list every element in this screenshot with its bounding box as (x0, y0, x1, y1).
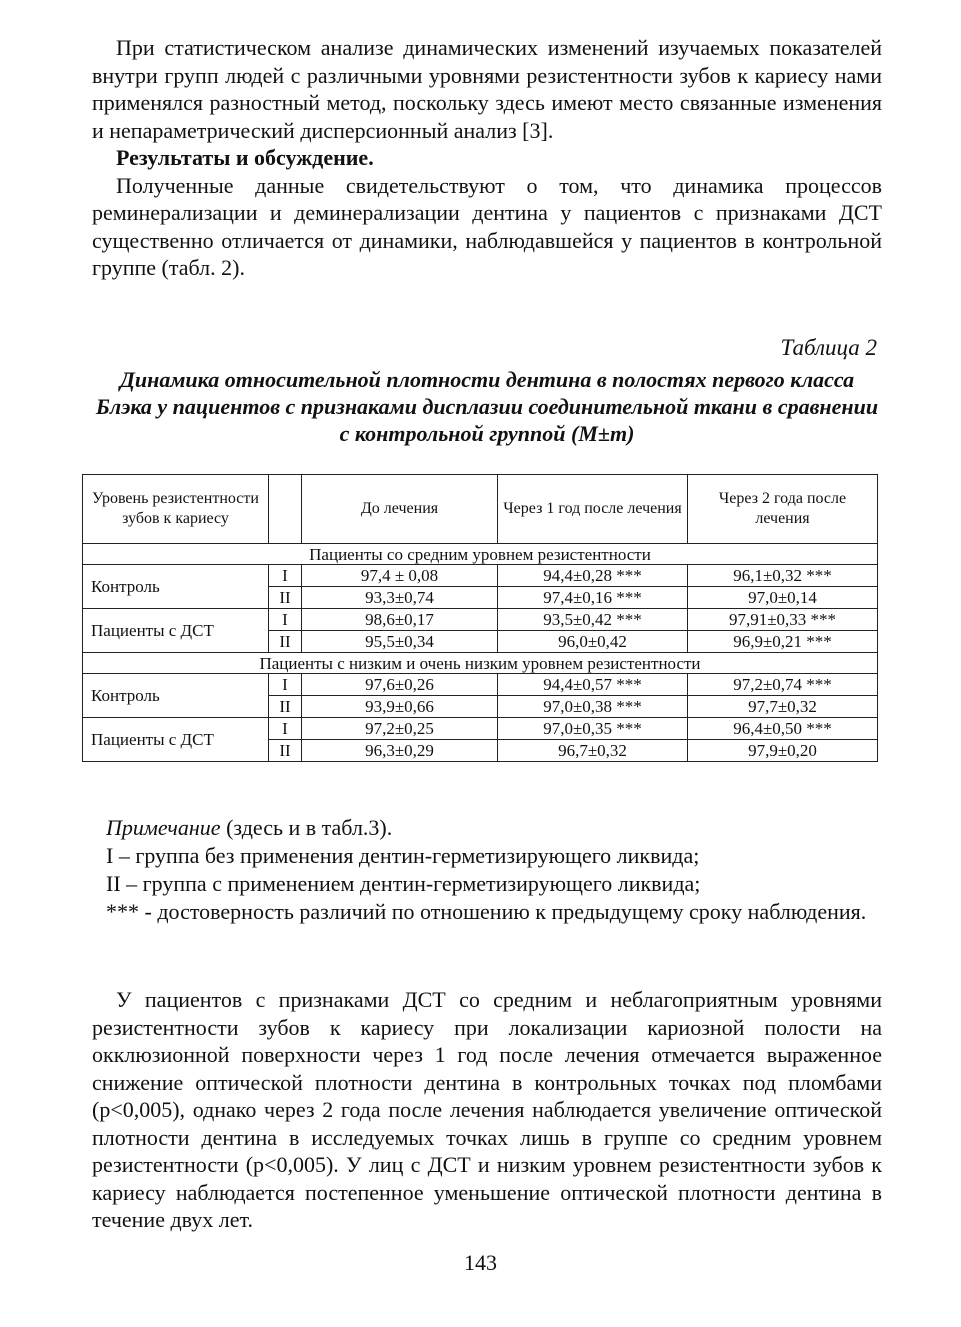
table-title: Динамика относительной плотности дентина в полостях первого класса Блэка у пациентов с признаками дисплазии соединительной ткани в сравнении с контрольной группой (М±m) (95, 367, 879, 446)
table-row (83, 609, 878, 631)
table-row (83, 674, 878, 696)
sub-group-cell: II (269, 696, 302, 718)
intro-section (92, 34, 882, 282)
sub-group-cell: II (269, 740, 302, 762)
header-year1: Через 1 год после лечения (498, 475, 688, 544)
year1-cell: 97,4±0,16 *** (498, 587, 688, 609)
note-item: I – группа без применения дентин-герметизирующего ликвида; (106, 843, 700, 868)
results-heading: Результаты и обсуждение. (116, 145, 374, 170)
note-item: *** - достоверность различий по отношению к предыдущему сроку наблюдения. (106, 899, 867, 924)
header-before: До лечения (302, 475, 498, 544)
year2-cell: 96,4±0,50 *** (688, 718, 878, 740)
year2-cell: 97,9±0,20 (688, 740, 878, 762)
year1-cell: 97,0±0,38 *** (498, 696, 688, 718)
sub-group-cell: I (269, 565, 302, 587)
before-cell: 97,4 ± 0,08 (302, 565, 498, 587)
density-table (82, 474, 878, 762)
table-number: Таблица 2 (780, 335, 877, 360)
before-cell: 93,3±0,74 (302, 587, 498, 609)
group-name: Контроль (83, 565, 269, 609)
before-cell: 96,3±0,29 (302, 740, 498, 762)
sub-group-cell: II (269, 631, 302, 653)
year2-cell: 97,2±0,74 *** (688, 674, 878, 696)
year1-cell: 96,0±0,42 (498, 631, 688, 653)
page-number: 143 (464, 1250, 497, 1275)
results-paragraph: Полученные данные свидетельствуют о том, что динамика процессов реминерализации и деминерализации дентина у пациентов с признаками ДСТ существенно отличается от динамики, наблюдавшейся у пациентов в контрольной группе (табл. 2). (92, 172, 882, 280)
year2-cell: 97,91±0,33 *** (688, 609, 878, 631)
note-title (92, 814, 882, 842)
header-level: Уровень резистентности зубов к кариесу (83, 475, 269, 544)
year2-cell: 96,1±0,32 *** (688, 565, 878, 587)
year1-cell: 94,4±0,28 *** (498, 565, 688, 587)
table-header-row (83, 475, 878, 544)
sub-group-cell: I (269, 674, 302, 696)
section-row (83, 653, 878, 674)
section-title: Пациенты с низким и очень низким уровнем резистентности (83, 653, 878, 674)
notes-section (92, 814, 882, 926)
conclusion-paragraph: У пациентов с признаками ДСТ со средним и неблагоприятным уровнями резистентности зубов к кариесу при локализации кариозной полости на окклюзионной поверхности через 1 год после лечения отмечается выраженное снижение оптической плотности дентина в контрольных точках под пломбами (p<0,005), однако через 2 года после лечения наблюдается увеличение оптической плотности дентина в исследуемых точках лишь в группе со средним уровнем резистентности (p<0,005). У лиц с ДСТ и низким уровнем резистентности зубов к кариесу наблюдается постепенное уменьшение оптической плотности дентина в течение двух лет. (92, 987, 882, 1232)
year2-cell: 97,0±0,14 (688, 587, 878, 609)
section-title: Пациенты со средним уровнем резистентности (83, 544, 878, 565)
section-row (83, 544, 878, 565)
group-name: Пациенты с ДСТ (83, 718, 269, 762)
header-sub (269, 475, 302, 544)
year1-cell: 97,0±0,35 *** (498, 718, 688, 740)
before-cell: 98,6±0,17 (302, 609, 498, 631)
conclusion-section (92, 986, 882, 1234)
before-cell: 93,9±0,66 (302, 696, 498, 718)
before-cell: 97,6±0,26 (302, 674, 498, 696)
year2-cell: 96,9±0,21 *** (688, 631, 878, 653)
sub-group-cell: I (269, 609, 302, 631)
group-name: Контроль (83, 674, 269, 718)
note-item: II – группа с применением дентин-герметизирующего ликвида; (106, 871, 701, 896)
sub-group-cell: I (269, 718, 302, 740)
group-name: Пациенты с ДСТ (83, 609, 269, 653)
intro-paragraph: При статистическом анализе динамических изменений изучаемых показателей внутри групп людей с различными уровнями резистентности зубов к кариесу нами применялся разностный метод, поскольку здесь имеют место связанные изменения и непараметрический дисперсионный анализ [3]. (92, 35, 882, 143)
before-cell: 95,5±0,34 (302, 631, 498, 653)
year1-cell: 96,7±0,32 (498, 740, 688, 762)
table-row (83, 718, 878, 740)
before-cell: 97,2±0,25 (302, 718, 498, 740)
header-year2: Через 2 года после лечения (688, 475, 878, 544)
year1-cell: 93,5±0,42 *** (498, 609, 688, 631)
note-label-suffix: (здесь и в табл.3). (220, 815, 393, 840)
year1-cell: 94,4±0,57 *** (498, 674, 688, 696)
table-row (83, 565, 878, 587)
year2-cell: 97,7±0,32 (688, 696, 878, 718)
note-label: Примечание (106, 815, 221, 840)
sub-group-cell: II (269, 587, 302, 609)
